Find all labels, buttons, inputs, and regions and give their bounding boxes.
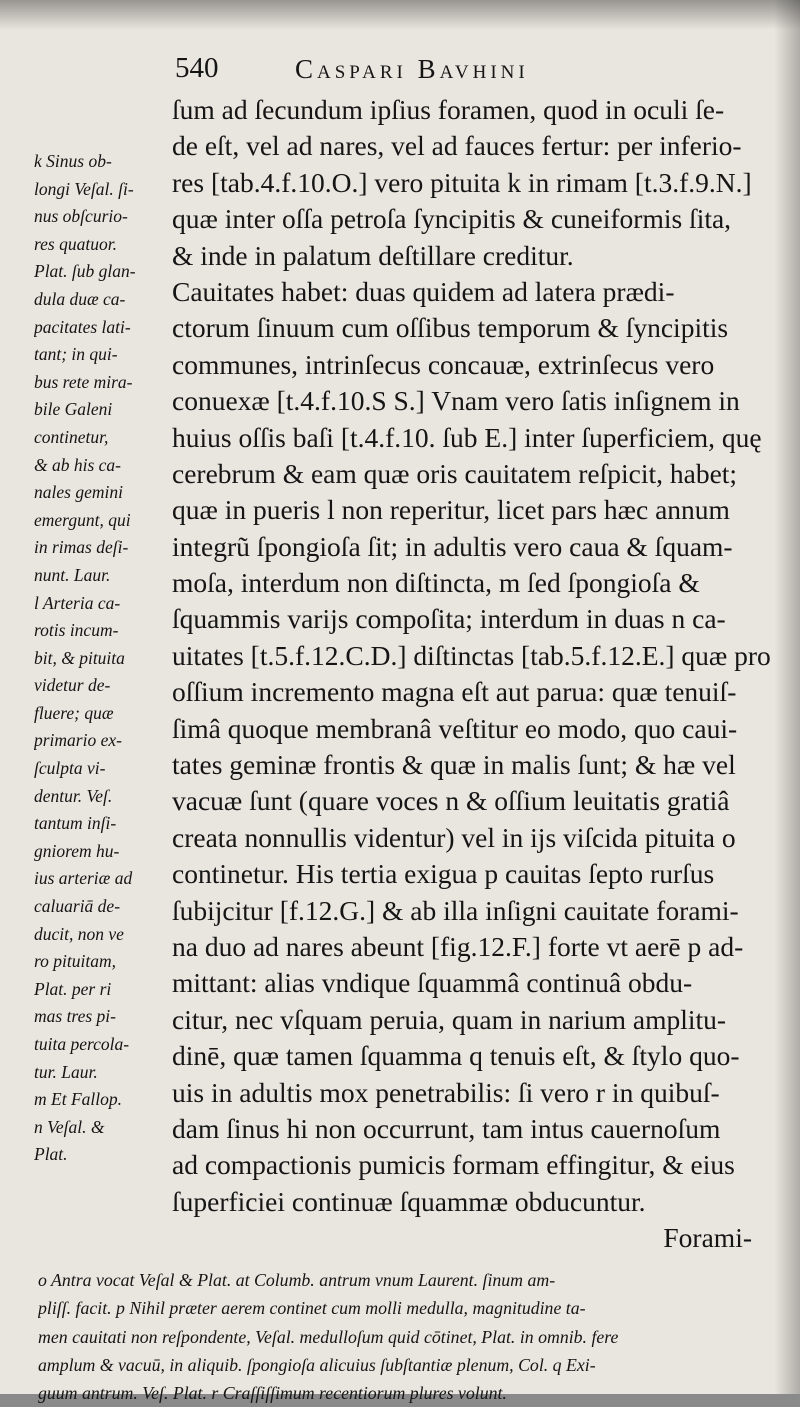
footnote-line: guum antrum. Veſ. Plat. r Craſſiſſimum recentiorum plures volunt.	[38, 1383, 507, 1404]
body-text-line: creata nonnullis videntur) vel in ijs viſcida pituita o	[172, 821, 736, 853]
body-text-line: ſimâ quoque membranâ veſtitur eo modo, quo caui-	[172, 712, 738, 744]
body-text-line: quæ in pueris l non reperitur, licet pars hæc annum	[172, 494, 730, 526]
margin-note-line: videtur de-	[34, 675, 111, 696]
margin-note-line: emergunt, qui	[34, 509, 131, 530]
margin-note-line: Plat.	[34, 1144, 68, 1165]
margin-note-line: ſculpta vi-	[34, 758, 106, 779]
body-text-line: oſſium incremento magna eſt aut parua: quæ tenuiſ-	[172, 676, 737, 708]
footnote-line: men cauitati non reſpondente, Veſal. medulloſum quid cōtinet, Plat. in omnib. fere	[38, 1326, 619, 1347]
body-text-line: mittant: alias vndique ſquammâ continuâ obdu-	[172, 967, 693, 999]
margin-note-line: m Et Fallop.	[34, 1089, 122, 1110]
margin-note-line: nales gemini	[34, 482, 123, 503]
body-text-line: ſubijcitur [f.12.G.] & ab illa inſigni cauitate forami-	[172, 894, 739, 926]
margin-note-line: & ab his ca-	[34, 454, 122, 475]
margin-note-line: caluariā de-	[34, 896, 121, 917]
body-text-line: moſa, interdum non diſtincta, m ſed ſpongioſa &	[172, 567, 700, 599]
margin-note-line: pacitates lati-	[34, 316, 131, 337]
margin-note-line: k Sinus ob-	[34, 151, 112, 171]
footnote-line: amplum & vacuū, in aliquib. ſpongioſa alicuius ſubſtantiæ plenum, Col. q Exi-	[38, 1354, 596, 1375]
page-gutter-shadow	[774, 0, 800, 1394]
margin-note-line: l Arteria ca-	[34, 592, 121, 613]
margin-note-line: mas tres pi-	[34, 1006, 116, 1027]
margin-note-line: dentur. Veſ.	[34, 785, 113, 806]
margin-note-line: nunt. Laur.	[34, 564, 111, 585]
margin-note-line: tant; in qui-	[34, 344, 118, 365]
body-text-line: res [tab.4.f.10.O.] vero pituita k in rimam [t.3.f.9.N.]	[172, 166, 752, 198]
margin-note-line: gniorem hu-	[34, 840, 120, 861]
body-text-line: ctorum ſinuum cum oſſibus temporum & ſyncipitis	[172, 312, 729, 344]
margin-note-line: tantum inſi-	[34, 813, 117, 834]
body-text-line: ſquammis varijs compoſita; interdum in duas n ca-	[172, 603, 726, 635]
margin-note-line: continetur,	[34, 426, 109, 447]
margin-note-line: primario ex-	[34, 730, 122, 751]
body-text-line: dam ſinus hi non occurrunt, tam intus cauernoſum	[172, 1112, 721, 1144]
margin-note-line: ducit, non ve	[34, 923, 124, 944]
body-text-line: uis in adultis mox penetrabilis: ſi vero r in quibuſ-	[172, 1076, 720, 1108]
margin-note-line: Plat. per ri	[34, 978, 112, 999]
margin-note-line: longi Veſal. ſi-	[34, 178, 134, 199]
margin-note-line: rotis incum-	[34, 620, 119, 641]
margin-note-line: tuita percola-	[34, 1034, 130, 1054]
footnote-line: o Antra vocat Veſal & Plat. at Columb. antrum vnum Laurent. ſinum am-	[38, 1270, 556, 1290]
margin-note-line: Plat. ſub glan-	[34, 261, 136, 282]
body-text-line: dinē, quæ tamen ſquamma q tenuis eſt, & ſtylo quo-	[172, 1040, 740, 1072]
body-text-line: ad compactionis pumicis formam effingitur, & eius	[172, 1149, 735, 1181]
body-text-line: Cauitates habet: duas quidem ad latera prædi-	[172, 275, 675, 307]
body-text-line: ſum ad ſecundum ipſius foramen, quod in oculi ſe-	[172, 94, 725, 125]
body-text-line: ſuperficiei continuæ ſquammæ obducuntur.	[172, 1185, 646, 1217]
margin-note-line: res quatuor.	[34, 233, 117, 254]
margin-note-line: dula duæ ca-	[34, 288, 126, 309]
body-text-line: conuexæ [t.4.f.10.S S.] Vnam vero ſatis inſignem in	[172, 385, 740, 417]
footnote-line: pliſſ. facit. p Nihil præter aerem continet cum molli medulla, magnitudine ta-	[38, 1298, 586, 1319]
running-head: Caspari Bavhini	[295, 54, 529, 84]
margin-note-line: bile Galeni	[34, 399, 113, 420]
body-text-line: tates geminæ frontis & quæ in malis ſunt; & hæ vel	[172, 749, 736, 781]
body-text-line: citur, nec vſquam peruia, quam in narium amplitu-	[172, 1003, 727, 1035]
margin-notes	[34, 148, 174, 1169]
body-text-line: & inde in palatum deſtillare creditur.	[172, 239, 574, 271]
page-header	[175, 52, 760, 92]
body-text-line: uitates [t.5.f.12.C.D.] diſtinctas [tab.5.f.12.E.] quæ pro	[172, 639, 771, 671]
body-text-line: quæ inter oſſa petroſa ſyncipitis & cuneiformis ſita,	[172, 203, 732, 235]
margin-note-line: ius arteriæ ad	[34, 868, 133, 889]
margin-note-line: fluere; quæ	[34, 702, 114, 723]
margin-note-line: nus obſcurio-	[34, 206, 128, 227]
body-text-line: communes, intrinſecus concauæ, extrinſecus vero	[172, 348, 715, 380]
margin-note-line: n Veſal. &	[34, 1116, 105, 1137]
body-text-line: continetur. His tertia exigua p cauitas ſepto rurſus	[172, 858, 715, 890]
margin-note-line: in rimas deſi-	[34, 537, 129, 558]
footnotes	[38, 1266, 778, 1407]
page-number: 540	[175, 52, 219, 84]
margin-note-line: bus rete mira-	[34, 371, 133, 392]
catchword: Forami-	[663, 1222, 752, 1254]
body-text-line: huius oſſis baſi [t.4.f.10. ſub E.] inter ſuperficiem, quę	[172, 421, 762, 453]
page-top-shadow	[0, 0, 800, 30]
body-text-line: de eſt, vel ad nares, vel ad fauces fertur: per inferio-	[172, 130, 742, 162]
margin-note-line: ro pituitam,	[34, 951, 116, 972]
margin-note-line: bit, & pituita	[34, 647, 125, 668]
margin-note-line: tur. Laur.	[34, 1061, 98, 1082]
body-text-line: integrũ ſpongioſa ſit; in adultis vero caua & ſquam-	[172, 530, 733, 562]
body-text-line: cerebrum & eam quæ oris cauitatem reſpicit, habet;	[172, 457, 738, 489]
body-text-line: vacuæ ſunt (quare voces n & oſſium leuitatis gratiâ	[172, 785, 730, 817]
main-text	[172, 92, 772, 1257]
body-text-line: na duo ad nares abeunt [fig.12.F.] forte vt aerē p ad-	[172, 930, 744, 962]
